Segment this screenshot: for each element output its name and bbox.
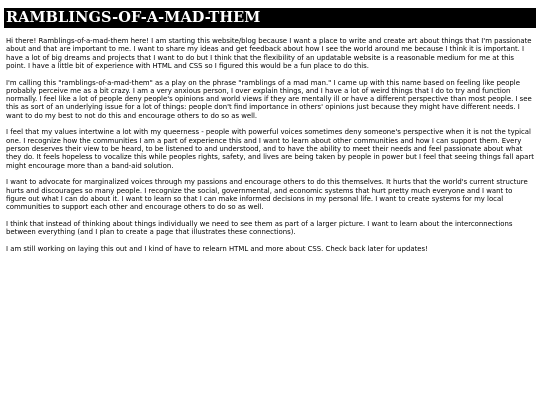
values-paragraph: I feel that my values intertwine a lot with my queerness - people with powerful voices sometimes deny someone's perspective when it is not the typical one. I recognize how the communities I am a part of experience this and I want to learn about other communities and how I can support them. Every person deserves their view to be heard, to be listened to and understood, and to have the ability to meet their needs and feel passionate about what they do. It feels hopeless to vocalize this while peoples rights, safety, and lives are being taken by people in power but I feel that seeing things fall apart might encourage more than a band-aid solution. <box>6 128 534 170</box>
advocacy-paragraph: I want to advocate for marginalized voices through my passions and encourage others to do this themselves. It hurts that the world's current structure hurts and discourages so many people. I recognize the social, governmental, and economic systems that hurt pretty much everyone and I want to figure out what I can do about it. I want to learn so that I can make informed decisions in my personal life. I want to create systems for my local communities to support each other and encourage others to do so as well. <box>6 178 528 212</box>
interconnections-paragraph: I think that instead of thinking about things individually we need to see them as part of a larger picture. I want to learn about the interconnections between everything (and I plan to create a page that illustrates these connections). <box>6 219 513 237</box>
blog-intro <box>4 37 536 253</box>
status-paragraph: I am still working on laying this out and I kind of have to relearn HTML and more about CSS. Check back later for updates! <box>6 244 428 253</box>
name-origin-paragraph: I'm calling this "ramblings-of-a-mad-them" as a play on the phrase "ramblings of a mad man." I came up with this name based on feeling like people probably perceive me as a bit crazy. I am a very anxious person, I over explain things, and I have a lot of weird things that I do to try and function normally. I feel like a lot of people deny people's opinions and world views if they are mentally ill or have a different perspective than most people. I see this as sort of an underlying issue for a lot of things: people don't find importance in others' opinions just because they might have different needs. I want to do my best to not do this and encourage others to do so as well. <box>6 78 532 120</box>
page-title: RAMBLINGS-OF-A-MAD-THEM <box>4 8 536 28</box>
intro-paragraph: Hi there! Ramblings-of-a-mad-them here! I am starting this website/blog because I want a place to write and create art about things that I'm passionate about and that are important to me. I want to share my ideas and get feedback about how I see the world around me because I think it is important. I have a lot of big dreams and projects that I want to do but I think that the flexibility of an updatable website is a reasonable medium for me at this point. I have a little bit of experience with HTML and CSS so I figured this would be a fun place to do this. <box>6 37 532 70</box>
